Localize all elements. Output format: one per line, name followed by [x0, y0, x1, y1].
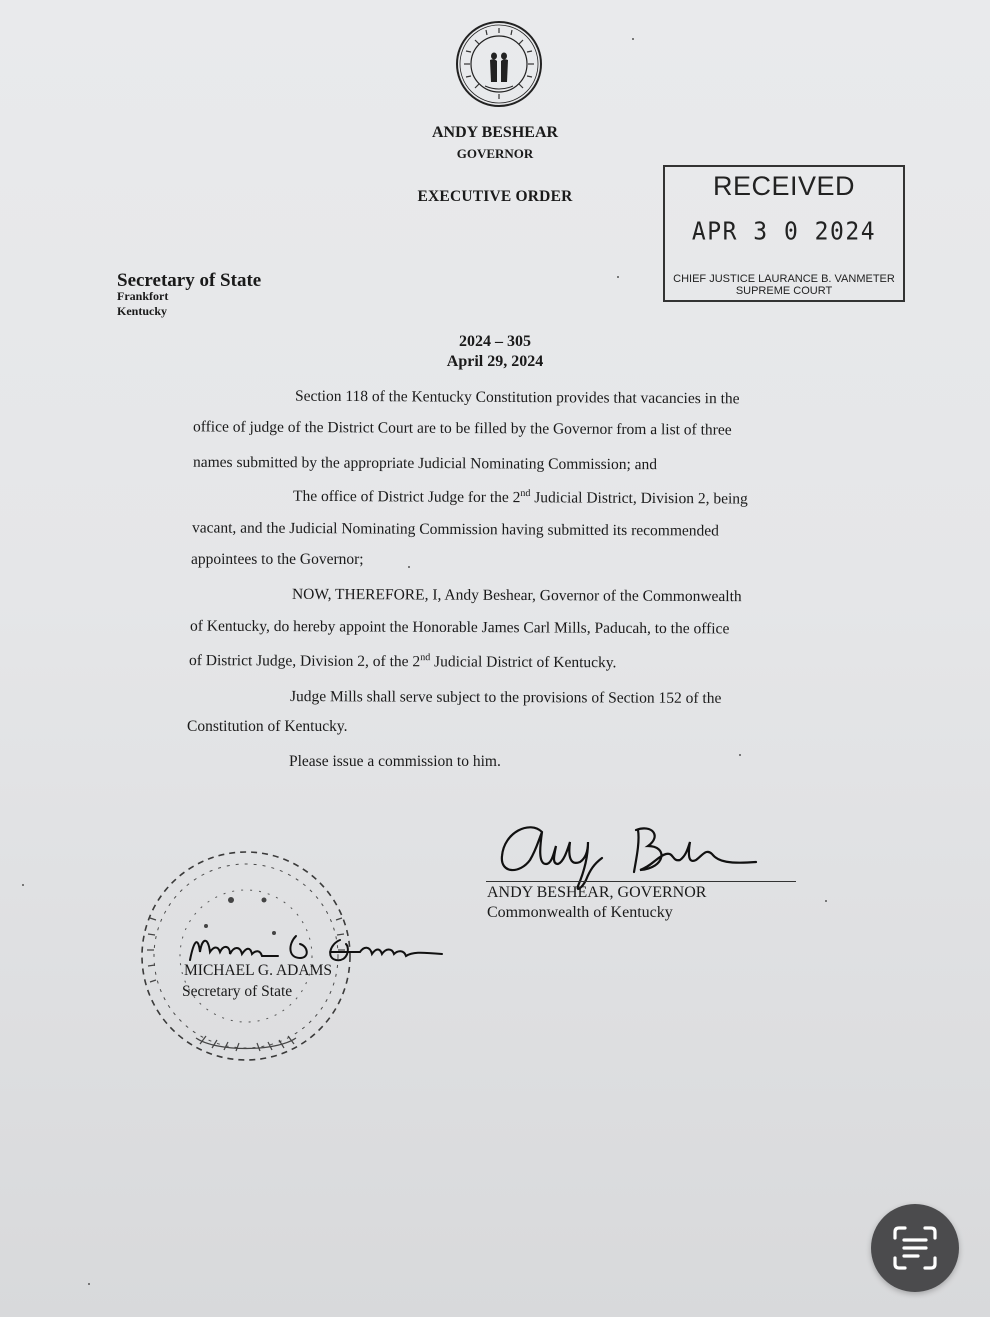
governor-signature-name: ANDY BESHEAR, GOVERNOR	[487, 884, 707, 901]
governor-signature-title: Commonwealth of Kentucky	[487, 904, 673, 921]
body-line: of Kentucky, do hereby appoint the Honorable James Carl Mills, Paducah, to the office	[189, 617, 730, 638]
addressee-state: Kentucky	[117, 304, 168, 318]
body-line: Please issue a commission to him.	[289, 753, 501, 770]
live-text-scan-icon	[889, 1222, 941, 1274]
stamp-line-1: CHIEF JUSTICE LAURANCE B. VANMETER	[673, 273, 895, 285]
received-stamp	[663, 165, 905, 302]
paper-speck	[632, 38, 634, 40]
body-line: NOW, THEREFORE, I, Andy Beshear, Governor of the Commonwealth	[291, 585, 742, 606]
stamp-line-2: SUPREME COURT	[735, 285, 833, 297]
governor-title-header: GOVERNOR	[456, 146, 534, 161]
paper-speck	[617, 276, 619, 278]
paper-speck	[739, 754, 741, 756]
live-text-scan-button[interactable]	[871, 1204, 959, 1292]
body-line: office of judge of the District Court are to be filled by the Governor from a list of three	[192, 418, 732, 439]
commonwealth-seal-icon	[455, 20, 543, 108]
secretary-of-state-signature-title: Secretary of State	[182, 983, 293, 1000]
governor-name-header: ANDY BESHEAR	[431, 124, 559, 141]
signature-line	[486, 881, 796, 882]
governor-signature-icon	[490, 812, 800, 892]
addressee-city: Frankfort	[117, 289, 169, 303]
body-line: Constitution of Kentucky.	[187, 718, 348, 735]
body-line: of District Judge, Division 2, of the 2nd Judicial District of Kentucky.	[188, 652, 617, 672]
body-line: names submitted by the appropriate Judicial Nominating Commission; and	[192, 453, 658, 474]
body-line: The office of District Judge for the 2nd Judicial District, Division 2, being	[292, 487, 748, 508]
body-line: appointees to the Governor;	[191, 551, 364, 568]
document-title: EXECUTIVE ORDER	[417, 188, 573, 205]
body-line: vacant, and the Judicial Nominating Commission having submitted its recommended	[191, 519, 719, 540]
secretary-of-state-signature-name: MICHAEL G. ADAMS	[184, 962, 332, 979]
paper-speck	[408, 566, 410, 568]
order-date: April 29, 2024	[446, 353, 544, 370]
stamp-date: APR 3 0 2024	[691, 217, 877, 247]
paper-speck	[825, 900, 827, 902]
body-line: Judge Mills shall serve subject to the provisions of Section 152 of the	[289, 688, 722, 707]
paper-speck	[88, 1283, 90, 1285]
addressee-title: Secretary of State	[117, 270, 262, 291]
stamp-heading: RECEIVED	[712, 171, 856, 201]
body-line: Section 118 of the Kentucky Constitution provides that vacancies in the	[294, 387, 740, 408]
order-number: 2024 – 305	[459, 333, 531, 350]
paper-speck	[22, 884, 24, 886]
